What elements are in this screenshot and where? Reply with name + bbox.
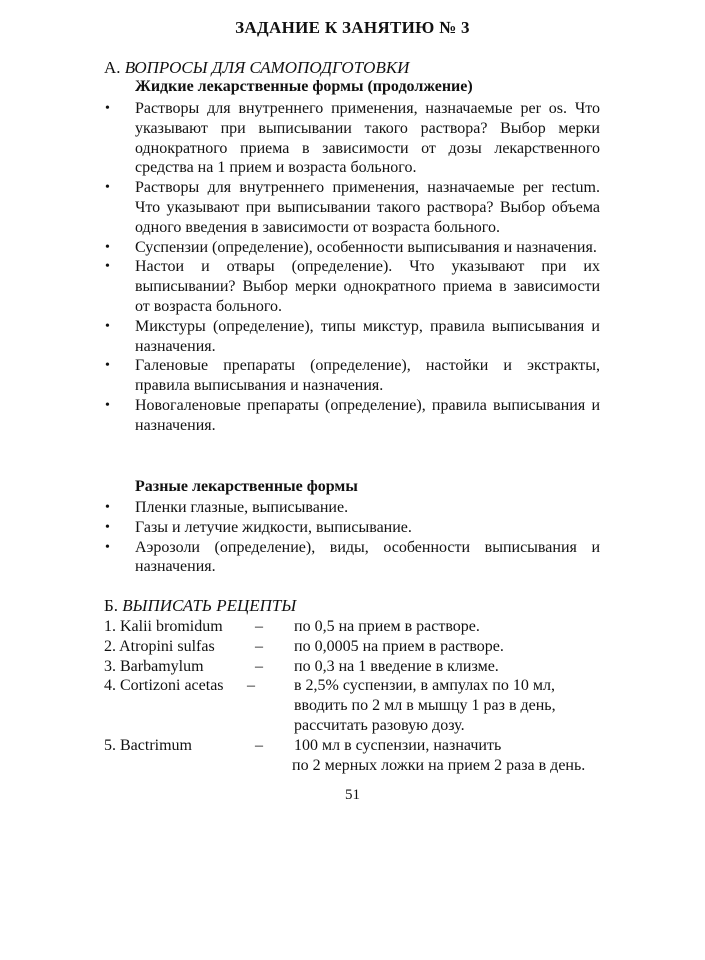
- list-item: • Газы и летучие жидкости, выписывание.: [105, 518, 412, 536]
- section-b-letter: Б.: [104, 596, 119, 615]
- bullet-icon: •: [105, 101, 110, 116]
- questions-list-liquid: [104, 99, 600, 436]
- bullet-icon: •: [105, 239, 110, 255]
- bullet-icon: •: [105, 358, 110, 374]
- subheading-liquid-forms: Жидкие лекарственные формы (продолжение): [135, 78, 473, 95]
- prescription-instruction: рассчитать разовую дозу.: [294, 716, 465, 734]
- bullet-icon: •: [105, 519, 110, 535]
- list-item: • Аэрозоли (определение), виды, особенности выписывания и назначения.: [105, 538, 600, 576]
- bullet-icon: •: [105, 500, 110, 515]
- section-b-heading: [104, 596, 296, 616]
- bullet-icon: •: [105, 180, 110, 196]
- dash: –: [255, 637, 263, 655]
- bullet-icon: •: [105, 397, 110, 413]
- prescription-instruction: в 2,5% суспензии, в ампулах по 10 мл,: [294, 677, 555, 695]
- page-number: 51: [345, 787, 360, 803]
- dash: –: [247, 677, 255, 695]
- drug-name: 5. Bactrimum: [104, 736, 192, 754]
- bullet-icon: •: [105, 539, 110, 555]
- subheading-other-forms: Разные лекарственные формы: [135, 478, 358, 495]
- prescription-instruction: по 0,3 на 1 введение в клизме.: [294, 657, 499, 675]
- prescription-instruction: по 2 мерных ложки на прием 2 раза в день.: [292, 756, 586, 774]
- section-b-title: ВЫПИСАТЬ РЕЦЕПТЫ: [122, 596, 297, 615]
- prescription-row: [104, 676, 624, 735]
- dash: –: [255, 618, 263, 635]
- drug-name: 1. Kalii bromidum: [104, 618, 223, 635]
- list-item: • Суспензии (определение), особенности выписывания и назначения.: [105, 238, 597, 256]
- bullet-icon: •: [105, 318, 110, 334]
- prescription-row: [104, 637, 624, 657]
- prescription-instruction: вводить по 2 мл в мышцу 1 раз в день,: [294, 697, 556, 715]
- dash: –: [255, 736, 263, 754]
- prescriptions-list: [104, 617, 624, 775]
- prescription-row: [104, 736, 624, 776]
- drug-name: 3. Barbamylum: [104, 657, 204, 675]
- list-item: • Микстуры (определение), типы микстур, правила выписывания и назначения.: [105, 317, 600, 355]
- section-a-heading: [104, 58, 409, 78]
- prescription-instruction: 100 мл в суспензии, назначить: [294, 736, 502, 754]
- prescription-instruction: по 0,0005 на прием в растворе.: [294, 637, 504, 655]
- list-item: • Настои и отвары (определение). Что указывают при их выписывании? Выбор мерки однократного приема в зависимости от возраста больного.: [105, 258, 600, 315]
- list-item: • Растворы для внутреннего применения, назначаемые per rectum. Что указывают при выписывании такого раствора? Выбор объема одного введения в зависимости от возраста больного.: [105, 179, 600, 236]
- prescription-instruction: по 0,5 на прием в растворе.: [294, 618, 480, 635]
- dash: –: [255, 657, 263, 675]
- questions-list-other: [104, 498, 600, 577]
- prescription-row: [104, 617, 624, 637]
- drug-name: 4. Cortizoni acetas: [104, 677, 224, 695]
- bullet-icon: •: [105, 259, 110, 275]
- list-item: • Галеновые препараты (определение), настойки и экстракты, правила выписывания и назначения.: [105, 357, 600, 395]
- list-item: • Новогаленовые препараты (определение), правила выписывания и назначения.: [105, 396, 600, 434]
- page-title: ЗАДАНИЕ К ЗАНЯТИЮ № 3: [235, 18, 470, 37]
- section-a-title: ВОПРОСЫ ДЛЯ САМОПОДГОТОВКИ: [124, 58, 410, 77]
- list-item: • Пленки глазные, выписывание.: [105, 499, 349, 516]
- list-item: • Растворы для внутреннего применения, назначаемые per os. Что указывают при выписывании такого раствора? Выбор мерки однократного приема в зависимости от дозы лекарственного средства на 1 прием и возраста больного.: [105, 100, 600, 177]
- prescription-row: [104, 657, 624, 677]
- drug-name: 2. Atropini sulfas: [104, 637, 215, 655]
- section-a-letter: А.: [104, 58, 121, 77]
